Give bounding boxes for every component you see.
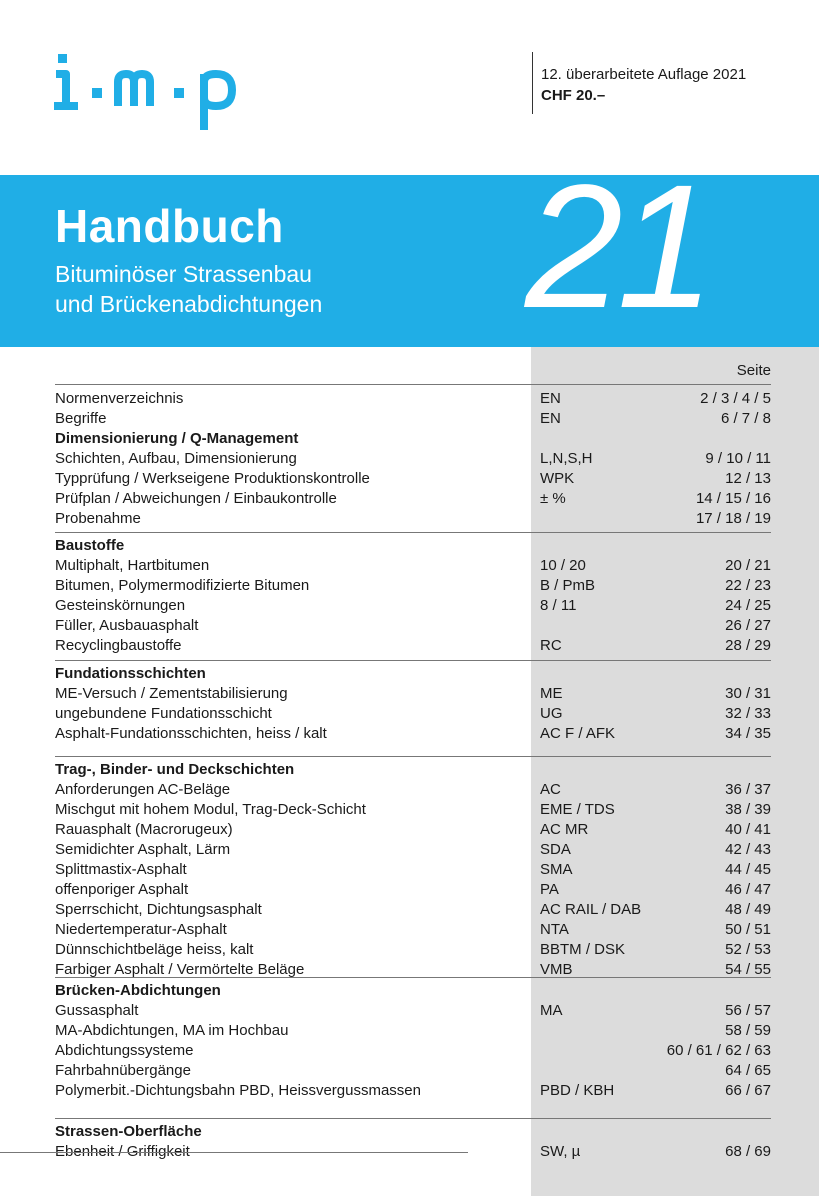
imp-logo — [52, 42, 267, 142]
entry-title: Abdichtungssysteme — [55, 1042, 194, 1059]
toc-entry — [55, 616, 771, 636]
entry-code: WPK — [540, 470, 575, 487]
toc-entry — [55, 820, 771, 840]
entry-pages: 2 / 3 / 4 / 5 — [700, 390, 771, 407]
entry-title: Recyclingbaustoffe — [55, 637, 182, 654]
entry-pages: 32 / 33 — [725, 705, 771, 722]
toc-entry — [55, 1021, 771, 1041]
toc-entry — [55, 556, 771, 576]
entry-title: ME-Versuch / Zementstabilisierung — [55, 685, 288, 702]
toc-section — [55, 977, 771, 1101]
toc-entry — [55, 449, 771, 469]
entry-title: offenporiger Asphalt — [55, 881, 189, 898]
toc-entry — [55, 880, 771, 900]
entry-title: Fahrbahnübergänge — [55, 1062, 191, 1079]
entry-pages: 48 / 49 — [725, 901, 771, 918]
toc-entry — [55, 724, 771, 744]
edition-number: 21 — [525, 175, 709, 345]
edition-text: 12. überarbeitete Auflage 2021 — [541, 66, 747, 83]
toc-entry — [55, 920, 771, 940]
entry-code: 8 / 11 — [540, 597, 577, 614]
entry-title: Farbiger Asphalt / Vermörtelte Beläge — [55, 961, 305, 978]
entry-code: SMA — [540, 861, 573, 878]
entry-title: Dünnschichtbeläge heiss, kalt — [55, 941, 254, 958]
entry-title: Multiphalt, Hartbitumen — [55, 557, 210, 574]
entry-pages: 22 / 23 — [725, 577, 771, 594]
entry-title: Sperrschicht, Dichtungsasphalt — [55, 901, 262, 918]
entry-title: Fundationsschichten — [55, 665, 206, 682]
entry-pages: 20 / 21 — [725, 557, 771, 574]
section-heading — [55, 1122, 771, 1142]
entry-code: SW, µ — [540, 1143, 581, 1160]
entry-title: Niedertemperatur-Asphalt — [55, 921, 227, 938]
entry-title: Rauasphalt (Macrorugeux) — [55, 821, 233, 838]
toc-entry — [55, 509, 771, 529]
entry-title: MA-Abdichtungen, MA im Hochbau — [55, 1022, 289, 1039]
price: CHF 20.– — [541, 87, 606, 104]
entry-code: VMB — [540, 961, 573, 978]
entry-code: AC — [540, 781, 561, 798]
edition-info — [541, 64, 746, 106]
entry-code: UG — [540, 705, 563, 722]
entry-title: Strassen-Oberfläche — [55, 1123, 202, 1140]
entry-title: Dimensionierung / Q-Management — [55, 430, 299, 447]
entry-pages: 30 / 31 — [725, 685, 771, 702]
entry-code: PA — [540, 881, 559, 898]
banner-title: Handbuch — [55, 200, 284, 252]
subtitle-line-2: und Brückenabdichtungen — [55, 291, 323, 317]
entry-code: EN — [540, 410, 561, 427]
toc-section — [55, 532, 771, 656]
toc-entry — [55, 596, 771, 616]
entry-title: Gesteinskörnungen — [55, 597, 186, 614]
entry-title: Mischgut mit hohem Modul, Trag-Deck-Schicht — [55, 801, 366, 818]
page-column-header: Seite — [736, 362, 771, 379]
entry-title: Begriffe — [55, 410, 107, 427]
toc-entry — [55, 576, 771, 596]
entry-pages: 28 / 29 — [725, 637, 771, 654]
entry-code: MA — [540, 1002, 563, 1019]
toc-entry — [55, 489, 771, 509]
section-heading — [55, 981, 771, 1001]
entry-pages: 68 / 69 — [725, 1143, 771, 1160]
toc-entry — [55, 780, 771, 800]
entry-pages: 52 / 53 — [725, 941, 771, 958]
entry-code: PBD / KBH — [540, 1082, 615, 1099]
entry-title: Trag-, Binder- und Deckschichten — [55, 761, 295, 778]
entry-title: Anforderungen AC-Beläge — [55, 781, 231, 798]
entry-code: SDA — [540, 841, 571, 858]
entry-title: Gussasphalt — [55, 1002, 139, 1019]
entry-title: Baustoffe — [55, 537, 125, 554]
section-heading — [55, 664, 771, 684]
entry-code: AC RAIL / DAB — [540, 901, 642, 918]
entry-pages: 6 / 7 / 8 — [720, 410, 771, 427]
entry-title: Prüfplan / Abweichungen / Einbaukontrolle — [55, 490, 337, 507]
toc-entry — [55, 636, 771, 656]
entry-pages: 46 / 47 — [725, 881, 771, 898]
entry-title: Normenverzeichnis — [55, 390, 184, 407]
toc-section — [55, 756, 771, 980]
entry-pages: 38 / 39 — [725, 801, 771, 818]
entry-title: Probenahme — [55, 510, 141, 527]
toc-entry — [55, 1081, 771, 1101]
entry-pages: 9 / 10 / 11 — [705, 450, 771, 467]
entry-code: RC — [540, 637, 562, 654]
entry-title: Brücken-Abdichtungen — [55, 982, 221, 999]
entry-code: B / PmB — [540, 577, 596, 594]
toc-entry — [55, 1001, 771, 1021]
entry-title: Semidichter Asphalt, Lärm — [55, 841, 231, 858]
entry-pages: 34 / 35 — [725, 725, 771, 742]
toc-entry — [55, 1041, 771, 1061]
entry-title: Ebenheit / Griffigkeit — [55, 1143, 190, 1160]
title-banner — [0, 175, 819, 347]
section-heading — [55, 429, 771, 449]
entry-pages: 42 / 43 — [725, 841, 771, 858]
toc-entry — [55, 840, 771, 860]
toc-section — [55, 1118, 771, 1162]
entry-pages: 40 / 41 — [725, 821, 771, 838]
entry-pages: 12 / 13 — [725, 470, 771, 487]
entry-code: ± % — [540, 490, 566, 507]
entry-code: ME — [540, 685, 563, 702]
entry-code: 10 / 20 — [540, 557, 586, 574]
entry-title: Füller, Ausbauasphalt — [55, 617, 199, 634]
entry-pages: 44 / 45 — [725, 861, 771, 878]
entry-pages: 58 / 59 — [725, 1022, 771, 1039]
entry-title: Splittmastix-Asphalt — [55, 861, 187, 878]
toc-entry — [55, 1061, 771, 1081]
entry-pages: 26 / 27 — [725, 617, 771, 634]
entry-code: BBTM / DSK — [540, 941, 626, 958]
entry-code: NTA — [540, 921, 569, 938]
entry-pages: 24 / 25 — [725, 597, 771, 614]
entry-title: Schichten, Aufbau, Dimensionierung — [55, 450, 297, 467]
toc-entry — [55, 704, 771, 724]
entry-pages: 64 / 65 — [725, 1062, 771, 1079]
banner-subtitle — [55, 259, 322, 319]
toc-entry — [55, 860, 771, 880]
entry-pages: 50 / 51 — [725, 921, 771, 938]
toc-entry — [55, 469, 771, 489]
entry-pages: 14 / 15 / 16 — [695, 490, 771, 507]
entry-title: Typprüfung / Werkseigene Produktionskontrolle — [55, 470, 370, 487]
entry-pages: 54 / 55 — [725, 961, 771, 978]
entry-pages: 66 / 67 — [725, 1082, 771, 1099]
entry-title: Bitumen, Polymermodifizierte Bitumen — [55, 577, 310, 594]
toc-section — [55, 384, 771, 529]
entry-pages: 36 / 37 — [725, 781, 771, 798]
entry-title: Polymerbit.-Dichtungsbahn PBD, Heissvergussmassen — [55, 1082, 421, 1099]
edition-divider — [532, 52, 533, 114]
section-heading — [55, 536, 771, 556]
entry-title: Asphalt-Fundationsschichten, heiss / kalt — [55, 725, 327, 742]
toc-section — [55, 660, 771, 744]
entry-pages: 60 / 61 / 62 / 63 — [666, 1042, 771, 1059]
toc-entry — [55, 389, 771, 409]
toc-entry — [55, 684, 771, 704]
section-heading — [55, 760, 771, 780]
toc-entry — [55, 800, 771, 820]
entry-code: AC F / AFK — [540, 725, 616, 742]
entry-code: L,N,S,H — [540, 450, 593, 467]
subtitle-line-1: Bituminöser Strassenbau — [55, 261, 312, 287]
toc-entry — [55, 409, 771, 429]
toc-entry — [55, 940, 771, 960]
entry-code: EN — [540, 390, 561, 407]
entry-pages: 17 / 18 / 19 — [695, 510, 771, 527]
entry-pages: 56 / 57 — [725, 1002, 771, 1019]
toc-entry — [55, 900, 771, 920]
entry-code: AC MR — [540, 821, 589, 838]
entry-title: ungebundene Fundationsschicht — [55, 705, 272, 722]
entry-code: EME / TDS — [540, 801, 615, 818]
toc-end-divider — [0, 1152, 468, 1153]
